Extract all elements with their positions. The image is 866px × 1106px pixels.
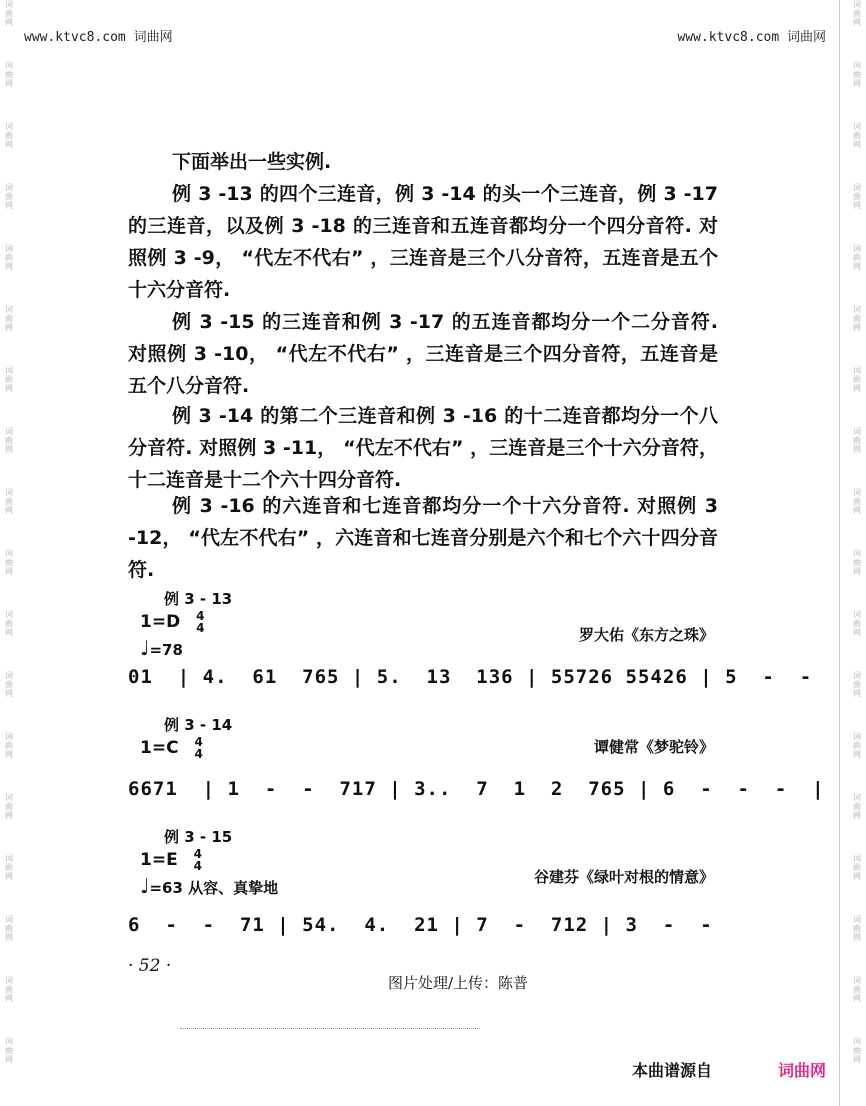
watermark-text: 词 曲 网 [5, 976, 13, 1003]
watermark-text: 词 曲 网 [5, 366, 13, 393]
watermark-text: 词 曲 网 [853, 183, 861, 210]
jianpu-notation: 6 - - 71 | 54. 4. 21 | 7 - 712 | 3 - - [128, 914, 713, 936]
example-label: 例 3 - 14 [164, 716, 233, 734]
watermark-text: 词 曲 网 [853, 122, 861, 149]
key-signature [140, 848, 202, 872]
upload-credit: 图片处理/上传：陈普 [388, 974, 529, 992]
watermark-text: 词 曲 网 [853, 244, 861, 271]
watermark-text: 词 曲 网 [5, 488, 13, 515]
key-text: 1=D [140, 612, 181, 632]
watermark-text: 词 曲 网 [853, 854, 861, 881]
watermark-text: 词 曲 网 [853, 366, 861, 393]
right-watermark-strip [848, 0, 866, 1106]
watermark-text: 词 曲 网 [5, 793, 13, 820]
watermark-text: 词 曲 网 [5, 61, 13, 88]
paragraph-3: 例 3 -14 的第二个三连音和例 3 -16 的十二连音都均分一个八分音符. 对照例 3 -11， “代左不代右” ，三连音是三个十六分音符，十二连音是十二个六十四分音符. [128, 405, 718, 491]
song-source: 谭健常《梦驼铃》 [593, 738, 714, 756]
footer-source-label: 本曲谱源自 [632, 1061, 713, 1080]
jianpu-notation: 6671 | 1 - - 717 | 3.. 7 1 2 765 | 6 - - - | [128, 778, 825, 800]
watermark-text: 词 曲 网 [5, 610, 13, 637]
watermark-text: 词 曲 网 [5, 305, 13, 332]
header-site-right: www.ktvc8.com 词曲网 [677, 30, 826, 45]
header-site-left: www.ktvc8.com 词曲网 [24, 30, 173, 45]
watermark-text: 词 曲 网 [5, 244, 13, 271]
time-signature: 4 4 [194, 735, 203, 761]
watermark-text: 词 曲 网 [853, 1037, 861, 1064]
jianpu-notation: 01 | 4. 61 765 | 5. 13 136 | 55726 55426 | 5 - - [128, 666, 813, 688]
watermark-text: 词 曲 网 [853, 671, 861, 698]
watermark-text: 词 曲 网 [5, 427, 13, 454]
example-label: 例 3 - 13 [164, 590, 233, 608]
right-margin-rule [839, 0, 840, 1106]
watermark-text: 词 曲 网 [853, 61, 861, 88]
watermark-text: 词 曲 网 [853, 732, 861, 759]
watermark-text: 词 曲 网 [853, 976, 861, 1003]
paragraph-1: 例 3 -13 的四个三连音，例 3 -14 的头一个三连音，例 3 -17 的三连音，以及例 3 -18 的三连音和五连音都均分一个四分音符. 对照例 3 -9， “代左不代右” ，三连音是三个八分音符，五连音是五个十六分音符. [128, 183, 718, 301]
song-source: 谷建芬《绿叶对根的情意》 [533, 868, 714, 886]
time-signature: 4 4 [193, 847, 202, 873]
watermark-text: 词 曲 网 [853, 488, 861, 515]
watermark-text: 词 曲 网 [853, 305, 861, 332]
watermark-text: 词 曲 网 [5, 549, 13, 576]
watermark-text: 词 曲 网 [853, 0, 861, 27]
paragraph-2: 例 3 -15 的三连音和例 3 -17 的五连音都均分一个二分音符. 对照例 3 -10， “代左不代右” ，三连音是三个四分音符，五连音是五个八分音符. [128, 311, 718, 397]
song-source: 罗大佑《东方之珠》 [578, 626, 714, 644]
tempo-marking: ♩=63 从容、真挚地 [140, 874, 279, 898]
footer-site-name[interactable]: 词曲网 [778, 1061, 827, 1080]
watermark-text: 词 曲 网 [5, 183, 13, 210]
watermark-text: 词 曲 网 [5, 915, 13, 942]
watermark-text: 词 曲 网 [5, 0, 13, 27]
watermark-text: 词 曲 网 [853, 793, 861, 820]
paragraph-intro: 下面举出一些实例. [172, 151, 332, 173]
quarter-note-icon: ♩ [140, 636, 150, 660]
watermark-text: 词 曲 网 [853, 915, 861, 942]
example-label: 例 3 - 15 [164, 828, 233, 846]
quarter-note-icon: ♩ [140, 874, 150, 898]
watermark-text: 词 曲 网 [5, 854, 13, 881]
watermark-text: 词 曲 网 [5, 671, 13, 698]
paragraph-4: 例 3 -16 的六连音和七连音都均分一个十六分音符. 对照例 3 -12， “代左不代右” ，六连音和七连音分别是六个和七个六十四分音符. [128, 495, 718, 581]
watermark-text: 词 曲 网 [5, 122, 13, 149]
key-signature [140, 736, 203, 760]
watermark-text: 词 曲 网 [5, 1037, 13, 1064]
key-text: 1=C [140, 738, 179, 758]
watermark-text: 词 曲 网 [5, 732, 13, 759]
page-number: · 52 · [128, 956, 172, 976]
watermark-text: 词 曲 网 [853, 427, 861, 454]
key-text: 1=E [140, 850, 178, 870]
time-signature: 4 4 [196, 609, 205, 635]
faint-dotted-line [180, 1028, 480, 1030]
watermark-text: 词 曲 网 [853, 610, 861, 637]
key-signature [140, 610, 204, 634]
left-watermark-strip [0, 0, 18, 1106]
tempo-marking: ♩=78 [140, 636, 183, 660]
watermark-text: 词 曲 网 [853, 549, 861, 576]
